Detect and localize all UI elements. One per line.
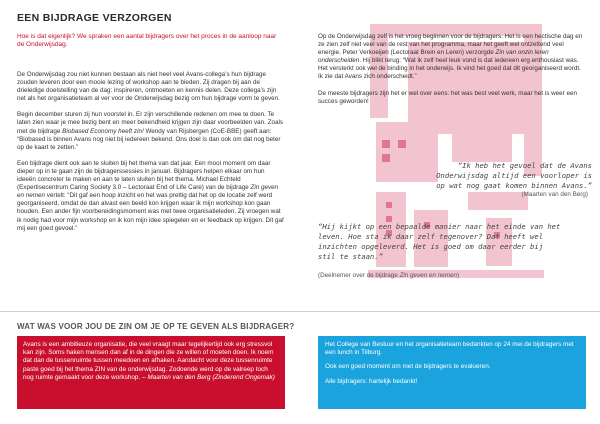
section-heading: WAT WAS VOOR JOU DE ZIN OM JE OP TE GEVEN ALS BIJDRAGER? xyxy=(17,322,295,331)
left-column xyxy=(17,71,285,241)
blue-callout-box xyxy=(318,336,586,409)
callout-text: Alle bijdragers: hartelijk bedankt! xyxy=(325,377,418,385)
divider xyxy=(0,311,600,312)
red-callout-box xyxy=(17,336,285,409)
quote-attribution: (Deelnemer over de bijdrage Zin geven en nemen) xyxy=(318,272,460,279)
callout-text: Het College van Bestuur en het organisatieteam bedankten op 24 mei de bijdragers met een lunch in Tilburg. xyxy=(325,341,574,357)
pull-quote: “Hij kijkt op een bepaalde manier naar het einde van het leven. Hoe sta ik daar zelf tegenover? Dat heeft wel inzichten opgeleverd. Het is goed om daar eerder bij stil te staan.” xyxy=(318,222,561,261)
intro-text: Hoe is dat eigenlijk? We spraken een aantal bijdragers over het proces in de aanloop naar de Onderwijsdag. xyxy=(17,33,277,49)
callout-author: – Maarten van den Berg (Zinderend Ongemak) xyxy=(142,373,275,381)
callout-text: Ook een goed moment om met de bijdragers te evalueren. xyxy=(325,363,491,371)
paragraph: Begin december sturen zij hun voorstel in. Er zijn verschillende redenen om mee te doen. Te laten zien waar je mee bezig bent en meer bekendheid krijgen zijn daar voorbeelden van. Zoals met de bijdrage Biobased Economy heeft zin! Wendy van Rijsbergen (CoE-BBE) geeft aan: “Biobased is binnen Avans nog niet bij iedereen bekend. Ons doel is dan ook om dat nog beter op de kaart te zetten.” xyxy=(17,111,284,151)
paragraph: Op de Onderwijsdag zelf is het vroeg beginnen voor de bijdragers. Het is een hectische dag en ze zien zelf niet veel van de rest van het programma, maar het geeft wel ontzettend veel energie. Peter Verkoeijen (Lectoraat Brein en Leren) verzorgde Zin van onzin leren onderscheiden. Hij blikt terug: “Wat ik zelf heel leuk vond is dat iedereen erg enthousiast was. Het versterkt ook wel de binding in het onderwijs. Ik vind het goed dat dit georganiseerd wordt. Ik zie dat Avans zich onderscheidt.” xyxy=(318,33,583,81)
right-column xyxy=(318,33,586,114)
paragraph: Een bijdrage dient ook aan te sluiten bij het thema van dat jaar. Een mooi moment om daar dieper op in te gaan zijn de bijdragerssessies in januari. Bijdragers helpen elkaar om hun ideeën concreter te maken en aan te laten sluiten bij het thema. Michael Echteld (Expertisecentrum Caring Society 3.0 – Lectoraat End of Life Care) van de bijdrage Zin geven en nemen vertelt: “Dit gaf een hoop inzicht en het was prettig dat het op de locatie zelf werd georganiseerd, omdat de dan alvast een beeld kon krijgen waar ik mijn workshop kon gaan houden. Een ander fijn voorbereidingsmoment was met twee organisatieleden. Zij vroegen wat ik nodig had voor mijn workshop en ik kon mijn idee spiegelen en er feedback op krijgen. Dit gaf mij een goed gevoel.” xyxy=(17,159,284,232)
callout-text: Avans is een ambitieuze organisatie, die veel vraagt maar tegelijkertijd ook erg stressvol kan zijn. Soms haken mensen dan af in de dingen die ze willen of moeten doen. Ik noem dat dan de tussenruimte tussen meedoen en afhaken. Aandacht voor deze tussenruimte paste goed bij het thema ZIN van de onderwijsdag. Zodoende werd op de valreep toch nog ruimte gemaakt voor deze workshop. xyxy=(23,341,274,381)
pull-quote: “Ik heb het gevoel dat de Avans Onderwijsdag altijd een voorloper is op wat nog gaat komen binnen Avans.” xyxy=(436,161,592,190)
paragraph: De Onderwijsdag zou niet kunnen bestaan als niet heel veel Avans-collega’s hun bijdrage zouden leveren door een mooie lezing of workshop aan te bieden. Zij dragen bij aan de drieledige doelstelling van de dag: inspireren, ontmoeten en kennis delen. Deze collega’s zijn net als het organisatieteam al ver voor de Onderwijsdag bezig om hun bijdrage vorm te geven. xyxy=(17,71,280,103)
page-title: EEN BIJDRAGE VERZORGEN xyxy=(17,12,172,24)
paragraph: De meeste bijdragers zijn het er wel over eens: het was best veel werk, maar het is weer een succes geworden! xyxy=(318,89,577,105)
quote-attribution: (Maarten van den Berg) xyxy=(521,191,588,198)
